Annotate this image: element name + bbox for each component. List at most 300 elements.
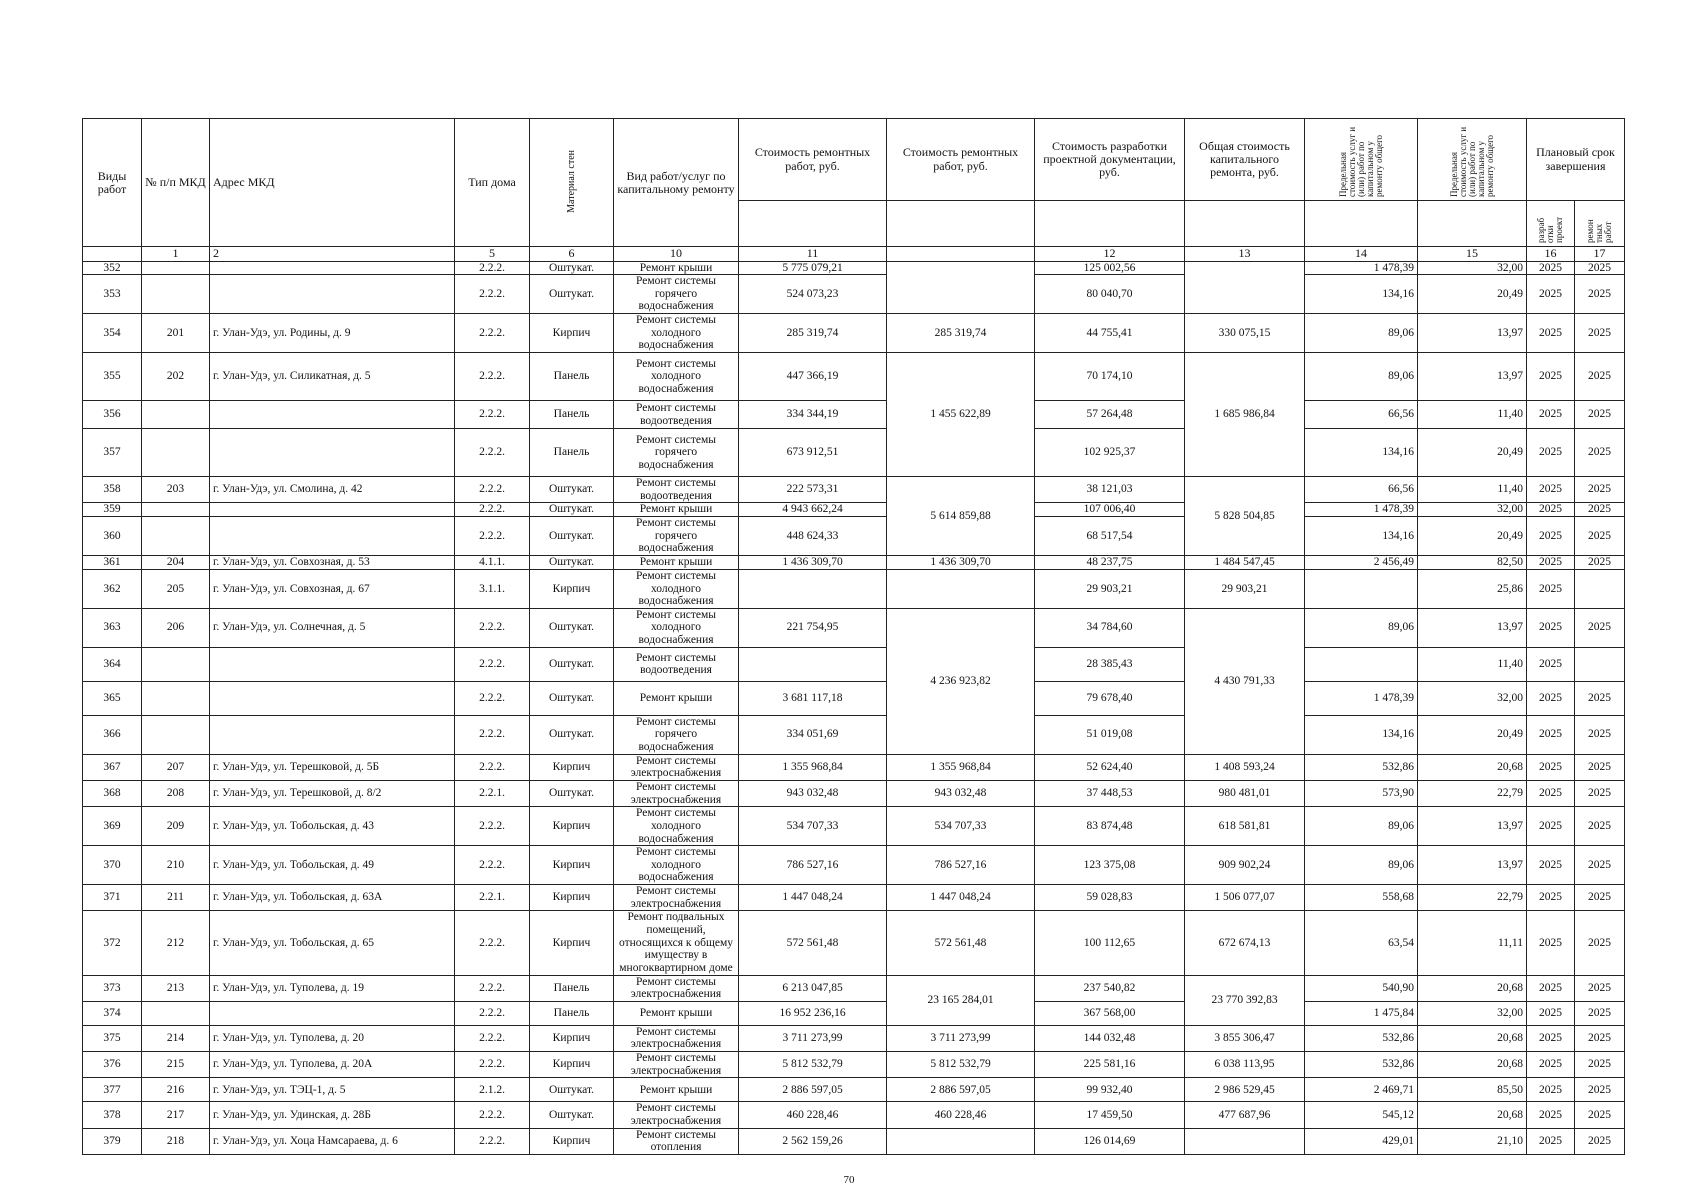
building-address: г. Улан-Удэ, ул. Удинская, д. 28Б (210, 1102, 455, 1128)
house-type: 2.2.2. (455, 314, 530, 353)
design-year: 2025 (1527, 314, 1575, 353)
limit-cost-2: 13,97 (1418, 846, 1527, 885)
repair-cost-total: 1 455 622,89 (887, 353, 1035, 477)
design-cost: 59 028,83 (1035, 885, 1185, 911)
building-number: 210 (142, 846, 210, 885)
wall-material: Оштукат. (530, 477, 614, 503)
design-year: 2025 (1527, 715, 1575, 754)
repair-cost (739, 569, 887, 608)
repair-year: 2025 (1575, 1025, 1625, 1051)
design-year: 2025 (1527, 608, 1575, 647)
work-type: Ремонт системы холодного водоснабжения (614, 846, 739, 885)
building-address: г. Улан-Удэ, ул. Совхозная, д. 67 (210, 569, 455, 608)
house-type: 2.2.2. (455, 261, 530, 275)
repair-cost: 6 213 047,85 (739, 975, 887, 1001)
total-repair-cost: 909 902,24 (1185, 846, 1305, 885)
limit-cost-2: 32,00 (1418, 261, 1527, 275)
design-cost: 51 019,08 (1035, 715, 1185, 754)
design-cost: 68 517,54 (1035, 516, 1185, 555)
repair-cost-total: 460 228,46 (887, 1102, 1035, 1128)
row-seq-number: 362 (83, 569, 142, 608)
row-seq-number: 352 (83, 261, 142, 275)
design-cost: 17 459,50 (1035, 1102, 1185, 1128)
building-address (210, 261, 455, 275)
row-seq-number: 370 (83, 846, 142, 885)
row-seq-number: 354 (83, 314, 142, 353)
design-year: 2025 (1527, 780, 1575, 806)
total-repair-cost (1185, 261, 1305, 314)
colnum: 2 (210, 247, 455, 261)
total-repair-cost: 1 484 547,45 (1185, 555, 1305, 569)
repair-year: 2025 (1575, 846, 1625, 885)
limit-cost-1: 89,06 (1305, 314, 1418, 353)
design-year: 2025 (1527, 503, 1575, 517)
limit-cost-2: 20,68 (1418, 1025, 1527, 1051)
total-repair-cost: 1 506 077,07 (1185, 885, 1305, 911)
total-repair-cost: 672 674,13 (1185, 911, 1305, 975)
limit-cost-1: 134,16 (1305, 429, 1418, 477)
design-year: 2025 (1527, 681, 1575, 715)
repair-cost: 1 447 048,24 (739, 885, 887, 911)
design-year: 2025 (1527, 807, 1575, 846)
work-type: Ремонт крыши (614, 1001, 739, 1025)
repair-cost-total: 285 319,74 (887, 314, 1035, 353)
row-seq-number: 361 (83, 555, 142, 569)
table-row (83, 429, 1625, 477)
repair-year: 2025 (1575, 1128, 1625, 1154)
building-address (210, 401, 455, 429)
limit-cost-1: 63,54 (1305, 911, 1418, 975)
limit-cost-1: 540,90 (1305, 975, 1418, 1001)
house-type: 2.2.2. (455, 401, 530, 429)
row-seq-number: 379 (83, 1128, 142, 1154)
limit-cost-2: 11,11 (1418, 911, 1527, 975)
building-number (142, 681, 210, 715)
colnum: 10 (614, 247, 739, 261)
repair-cost: 285 319,74 (739, 314, 887, 353)
repair-cost: 1 436 309,70 (739, 555, 887, 569)
table-row (83, 275, 1625, 314)
row-seq-number: 364 (83, 647, 142, 681)
work-type: Ремонт крыши (614, 555, 739, 569)
repair-cost: 222 573,31 (739, 477, 887, 503)
work-type: Ремонт крыши (614, 503, 739, 517)
building-address (210, 503, 455, 517)
limit-cost-2: 85,50 (1418, 1078, 1527, 1102)
design-year: 2025 (1527, 555, 1575, 569)
building-number (142, 647, 210, 681)
limit-cost-2: 20,68 (1418, 1102, 1527, 1128)
work-type: Ремонт системы водоотведения (614, 401, 739, 429)
repair-cost: 334 344,19 (739, 401, 887, 429)
design-year: 2025 (1527, 1052, 1575, 1078)
work-type: Ремонт системы холодного водоснабжения (614, 314, 739, 353)
work-type: Ремонт системы горячего водоснабжения (614, 275, 739, 314)
total-repair-cost: 23 770 392,83 (1185, 975, 1305, 1025)
wall-material: Оштукат. (530, 681, 614, 715)
repair-cost-total: 1 355 968,84 (887, 754, 1035, 780)
house-type: 2.2.2. (455, 477, 530, 503)
repair-year: 2025 (1575, 1078, 1625, 1102)
colnum: 14 (1305, 247, 1418, 261)
work-type: Ремонт системы горячего водоснабжения (614, 429, 739, 477)
table-row (83, 569, 1625, 608)
design-year: 2025 (1527, 754, 1575, 780)
total-repair-cost: 3 855 306,47 (1185, 1025, 1305, 1051)
building-number (142, 516, 210, 555)
building-address: г. Улан-Удэ, ул. Тобольская, д. 43 (210, 807, 455, 846)
building-address: г. Улан-Удэ, ул. ТЭЦ-1, д. 5 (210, 1078, 455, 1102)
repair-cost: 334 051,69 (739, 715, 887, 754)
limit-cost-1 (1305, 647, 1418, 681)
work-type: Ремонт системы отопления (614, 1128, 739, 1154)
house-type: 2.2.2. (455, 1052, 530, 1078)
design-year: 2025 (1527, 261, 1575, 275)
repair-year: 2025 (1575, 681, 1625, 715)
header-vidy-rabot: Виды работ (83, 119, 142, 247)
building-address (210, 275, 455, 314)
total-repair-cost: 618 581,81 (1185, 807, 1305, 846)
header-tip: Тип дома (455, 119, 530, 247)
colnum: 17 (1575, 247, 1625, 261)
limit-cost-1 (1305, 569, 1418, 608)
table-row (83, 314, 1625, 353)
design-cost: 37 448,53 (1035, 780, 1185, 806)
limit-cost-2: 11,40 (1418, 477, 1527, 503)
building-address (210, 429, 455, 477)
table-row (83, 261, 1625, 275)
house-type: 2.2.1. (455, 885, 530, 911)
design-cost: 52 624,40 (1035, 754, 1185, 780)
house-type: 2.2.2. (455, 503, 530, 517)
house-type: 2.2.2. (455, 807, 530, 846)
work-type: Ремонт системы холодного водоснабжения (614, 569, 739, 608)
design-year: 2025 (1527, 1078, 1575, 1102)
repair-year: 2025 (1575, 780, 1625, 806)
header-nomer: № п/п МКД (142, 119, 210, 247)
header-srok-rabot: ремон тных работ (1575, 201, 1625, 247)
table-row (83, 1052, 1625, 1078)
limit-cost-1: 1 478,39 (1305, 261, 1418, 275)
row-seq-number: 378 (83, 1102, 142, 1128)
repair-cost-total: 943 032,48 (887, 780, 1035, 806)
repair-year: 2025 (1575, 754, 1625, 780)
building-address: г. Улан-Удэ, ул. Тобольская, д. 63А (210, 885, 455, 911)
work-type: Ремонт системы водоотведения (614, 477, 739, 503)
header-srok: Плановый срок завершения (1527, 119, 1625, 201)
header-srok-proekt: разраб отки проект (1527, 201, 1575, 247)
repair-cost: 2 886 597,05 (739, 1078, 887, 1102)
limit-cost-2: 20,68 (1418, 754, 1527, 780)
repair-cost-total: 23 165 284,01 (887, 975, 1035, 1025)
building-number: 205 (142, 569, 210, 608)
row-seq-number: 360 (83, 516, 142, 555)
repair-year: 2025 (1575, 261, 1625, 275)
header-stoim1: Стоимость ремонтных работ, руб. (739, 119, 887, 201)
colnum: 11 (739, 247, 887, 261)
row-seq-number: 365 (83, 681, 142, 715)
row-seq-number: 366 (83, 715, 142, 754)
building-address: г. Улан-Удэ, ул. Тобольская, д. 49 (210, 846, 455, 885)
limit-cost-2: 22,79 (1418, 780, 1527, 806)
header-stoim2: Стоимость ремонтных работ, руб. (887, 119, 1035, 201)
design-cost: 70 174,10 (1035, 353, 1185, 401)
limit-cost-1: 1 478,39 (1305, 681, 1418, 715)
design-cost: 57 264,48 (1035, 401, 1185, 429)
wall-material: Оштукат. (530, 608, 614, 647)
row-seq-number: 368 (83, 780, 142, 806)
building-number (142, 401, 210, 429)
total-repair-cost: 4 430 791,33 (1185, 608, 1305, 754)
limit-cost-1: 1 475,84 (1305, 1001, 1418, 1025)
building-number (142, 275, 210, 314)
house-type: 2.2.2. (455, 647, 530, 681)
colnum: 13 (1185, 247, 1305, 261)
limit-cost-2: 11,40 (1418, 401, 1527, 429)
house-type: 2.1.2. (455, 1078, 530, 1102)
house-type: 2.2.2. (455, 846, 530, 885)
limit-cost-2: 32,00 (1418, 681, 1527, 715)
total-repair-cost: 29 903,21 (1185, 569, 1305, 608)
limit-cost-1: 66,56 (1305, 477, 1418, 503)
building-address: г. Улан-Удэ, ул. Терешковой, д. 5Б (210, 754, 455, 780)
colnum: 12 (1035, 247, 1185, 261)
row-seq-number: 359 (83, 503, 142, 517)
building-number: 217 (142, 1102, 210, 1128)
design-year: 2025 (1527, 477, 1575, 503)
building-number: 202 (142, 353, 210, 401)
header-empty (739, 201, 887, 247)
house-type: 2.2.2. (455, 715, 530, 754)
repair-year: 2025 (1575, 353, 1625, 401)
work-type: Ремонт системы водоотведения (614, 647, 739, 681)
design-year: 2025 (1527, 1102, 1575, 1128)
design-cost: 80 040,70 (1035, 275, 1185, 314)
building-number (142, 1001, 210, 1025)
table-row (83, 807, 1625, 846)
limit-cost-1: 429,01 (1305, 1128, 1418, 1154)
table-row (83, 608, 1625, 647)
house-type: 2.2.2. (455, 1128, 530, 1154)
limit-cost-2: 13,97 (1418, 353, 1527, 401)
work-type: Ремонт крыши (614, 681, 739, 715)
table-row (83, 516, 1625, 555)
work-type: Ремонт системы электроснабжения (614, 1052, 739, 1078)
limit-cost-2: 20,49 (1418, 275, 1527, 314)
limit-cost-1: 66,56 (1305, 401, 1418, 429)
design-cost: 38 121,03 (1035, 477, 1185, 503)
total-repair-cost (1185, 1128, 1305, 1154)
wall-material: Оштукат. (530, 275, 614, 314)
row-seq-number: 375 (83, 1025, 142, 1051)
work-type: Ремонт крыши (614, 261, 739, 275)
row-seq-number: 377 (83, 1078, 142, 1102)
header-empty (1185, 201, 1305, 247)
building-number: 218 (142, 1128, 210, 1154)
work-type: Ремонт системы электроснабжения (614, 1102, 739, 1128)
repair-year: 2025 (1575, 314, 1625, 353)
design-year: 2025 (1527, 846, 1575, 885)
building-address (210, 715, 455, 754)
design-year: 2025 (1527, 353, 1575, 401)
table-row (83, 353, 1625, 401)
colnum: 6 (530, 247, 614, 261)
limit-cost-2: 20,68 (1418, 1052, 1527, 1078)
row-seq-number: 373 (83, 975, 142, 1001)
row-seq-number: 374 (83, 1001, 142, 1025)
capital-repair-table (82, 118, 1625, 1155)
limit-cost-1: 532,86 (1305, 1052, 1418, 1078)
building-address: г. Улан-Удэ, ул. Тобольская, д. 65 (210, 911, 455, 975)
work-type: Ремонт системы электроснабжения (614, 885, 739, 911)
limit-cost-2: 13,97 (1418, 807, 1527, 846)
building-address: г. Улан-Удэ, ул. Смолина, д. 42 (210, 477, 455, 503)
row-seq-number: 355 (83, 353, 142, 401)
wall-material: Кирпич (530, 885, 614, 911)
building-number (142, 503, 210, 517)
work-type: Ремонт системы электроснабжения (614, 1025, 739, 1051)
design-year: 2025 (1527, 647, 1575, 681)
repair-cost-total: 572 561,48 (887, 911, 1035, 975)
repair-cost-total: 5 614 859,88 (887, 477, 1035, 556)
design-cost: 102 925,37 (1035, 429, 1185, 477)
wall-material: Оштукат. (530, 1102, 614, 1128)
house-type: 2.2.2. (455, 353, 530, 401)
building-number: 203 (142, 477, 210, 503)
wall-material: Оштукат. (530, 503, 614, 517)
table-row (83, 1102, 1625, 1128)
limit-cost-1: 532,86 (1305, 1025, 1418, 1051)
building-address: г. Улан-Удэ, ул. Родины, д. 9 (210, 314, 455, 353)
repair-year: 2025 (1575, 715, 1625, 754)
wall-material: Кирпич (530, 1128, 614, 1154)
limit-cost-1: 89,06 (1305, 846, 1418, 885)
page-number: 70 (843, 1174, 855, 1186)
limit-cost-1: 134,16 (1305, 715, 1418, 754)
house-type: 2.2.2. (455, 429, 530, 477)
header-empty (1035, 201, 1185, 247)
design-year: 2025 (1527, 975, 1575, 1001)
design-cost: 34 784,60 (1035, 608, 1185, 647)
wall-material: Оштукат. (530, 647, 614, 681)
header-adres: Адрес МКД (210, 119, 455, 247)
house-type: 2.2.2. (455, 275, 530, 314)
work-type: Ремонт крыши (614, 1078, 739, 1102)
building-number (142, 429, 210, 477)
repair-year: 2025 (1575, 429, 1625, 477)
limit-cost-1: 89,06 (1305, 807, 1418, 846)
house-type: 2.2.2. (455, 754, 530, 780)
table-row (83, 1128, 1625, 1154)
wall-material: Оштукат. (530, 555, 614, 569)
repair-cost: 4 943 662,24 (739, 503, 887, 517)
repair-year: 2025 (1575, 555, 1625, 569)
wall-material: Кирпич (530, 1025, 614, 1051)
table-row (83, 846, 1625, 885)
table-row (83, 401, 1625, 429)
design-cost: 28 385,43 (1035, 647, 1185, 681)
repair-cost: 786 527,16 (739, 846, 887, 885)
wall-material: Кирпич (530, 807, 614, 846)
row-seq-number: 363 (83, 608, 142, 647)
design-cost: 83 874,48 (1035, 807, 1185, 846)
building-address: г. Улан-Удэ, ул. Солнечная, д. 5 (210, 608, 455, 647)
repair-cost (739, 647, 887, 681)
design-cost: 79 678,40 (1035, 681, 1185, 715)
header-proekt: Стоимость разработки проектной документации, руб. (1035, 119, 1185, 201)
limit-cost-2: 20,49 (1418, 516, 1527, 555)
house-type: 2.2.2. (455, 1102, 530, 1128)
wall-material: Панель (530, 353, 614, 401)
limit-cost-2: 11,40 (1418, 647, 1527, 681)
house-type: 2.2.2. (455, 1001, 530, 1025)
total-repair-cost: 1 408 593,24 (1185, 754, 1305, 780)
header-vid-rabot: Вид работ/услуг по капитальному ремонту (614, 119, 739, 247)
colnum-blank (887, 247, 1035, 261)
wall-material: Кирпич (530, 911, 614, 975)
repair-cost: 534 707,33 (739, 807, 887, 846)
repair-year: 2025 (1575, 807, 1625, 846)
repair-year: 2025 (1575, 275, 1625, 314)
wall-material: Кирпич (530, 754, 614, 780)
repair-cost-total (887, 1128, 1035, 1154)
building-number: 211 (142, 885, 210, 911)
design-year: 2025 (1527, 911, 1575, 975)
header-empty (1418, 201, 1527, 247)
colnum: 5 (455, 247, 530, 261)
building-number: 209 (142, 807, 210, 846)
limit-cost-1: 573,90 (1305, 780, 1418, 806)
limit-cost-2: 20,68 (1418, 975, 1527, 1001)
table-row (83, 681, 1625, 715)
total-repair-cost: 980 481,01 (1185, 780, 1305, 806)
limit-cost-2: 25,86 (1418, 569, 1527, 608)
building-address (210, 681, 455, 715)
repair-cost: 448 624,33 (739, 516, 887, 555)
row-seq-number: 358 (83, 477, 142, 503)
limit-cost-1: 532,86 (1305, 754, 1418, 780)
house-type: 2.2.2. (455, 516, 530, 555)
work-type: Ремонт системы холодного водоснабжения (614, 353, 739, 401)
design-cost: 144 032,48 (1035, 1025, 1185, 1051)
repair-year (1575, 647, 1625, 681)
limit-cost-1: 558,68 (1305, 885, 1418, 911)
repair-cost-total (887, 569, 1035, 608)
wall-material: Оштукат. (530, 1078, 614, 1102)
table-row (83, 1001, 1625, 1025)
table-row (83, 975, 1625, 1001)
design-year: 2025 (1527, 1025, 1575, 1051)
limit-cost-1: 1 478,39 (1305, 503, 1418, 517)
design-cost: 99 932,40 (1035, 1078, 1185, 1102)
design-year: 2025 (1527, 885, 1575, 911)
wall-material: Оштукат. (530, 780, 614, 806)
table-row (83, 1025, 1625, 1051)
wall-material: Оштукат. (530, 516, 614, 555)
building-address: г. Улан-Удэ, ул. Туполева, д. 20А (210, 1052, 455, 1078)
repair-year: 2025 (1575, 1052, 1625, 1078)
repair-cost: 673 912,51 (739, 429, 887, 477)
total-repair-cost: 6 038 113,95 (1185, 1052, 1305, 1078)
repair-cost-total: 3 711 273,99 (887, 1025, 1035, 1051)
design-cost: 44 755,41 (1035, 314, 1185, 353)
repair-year (1575, 569, 1625, 608)
building-number: 206 (142, 608, 210, 647)
design-year: 2025 (1527, 275, 1575, 314)
repair-year: 2025 (1575, 885, 1625, 911)
table-row (83, 911, 1625, 975)
limit-cost-1: 545,12 (1305, 1102, 1418, 1128)
